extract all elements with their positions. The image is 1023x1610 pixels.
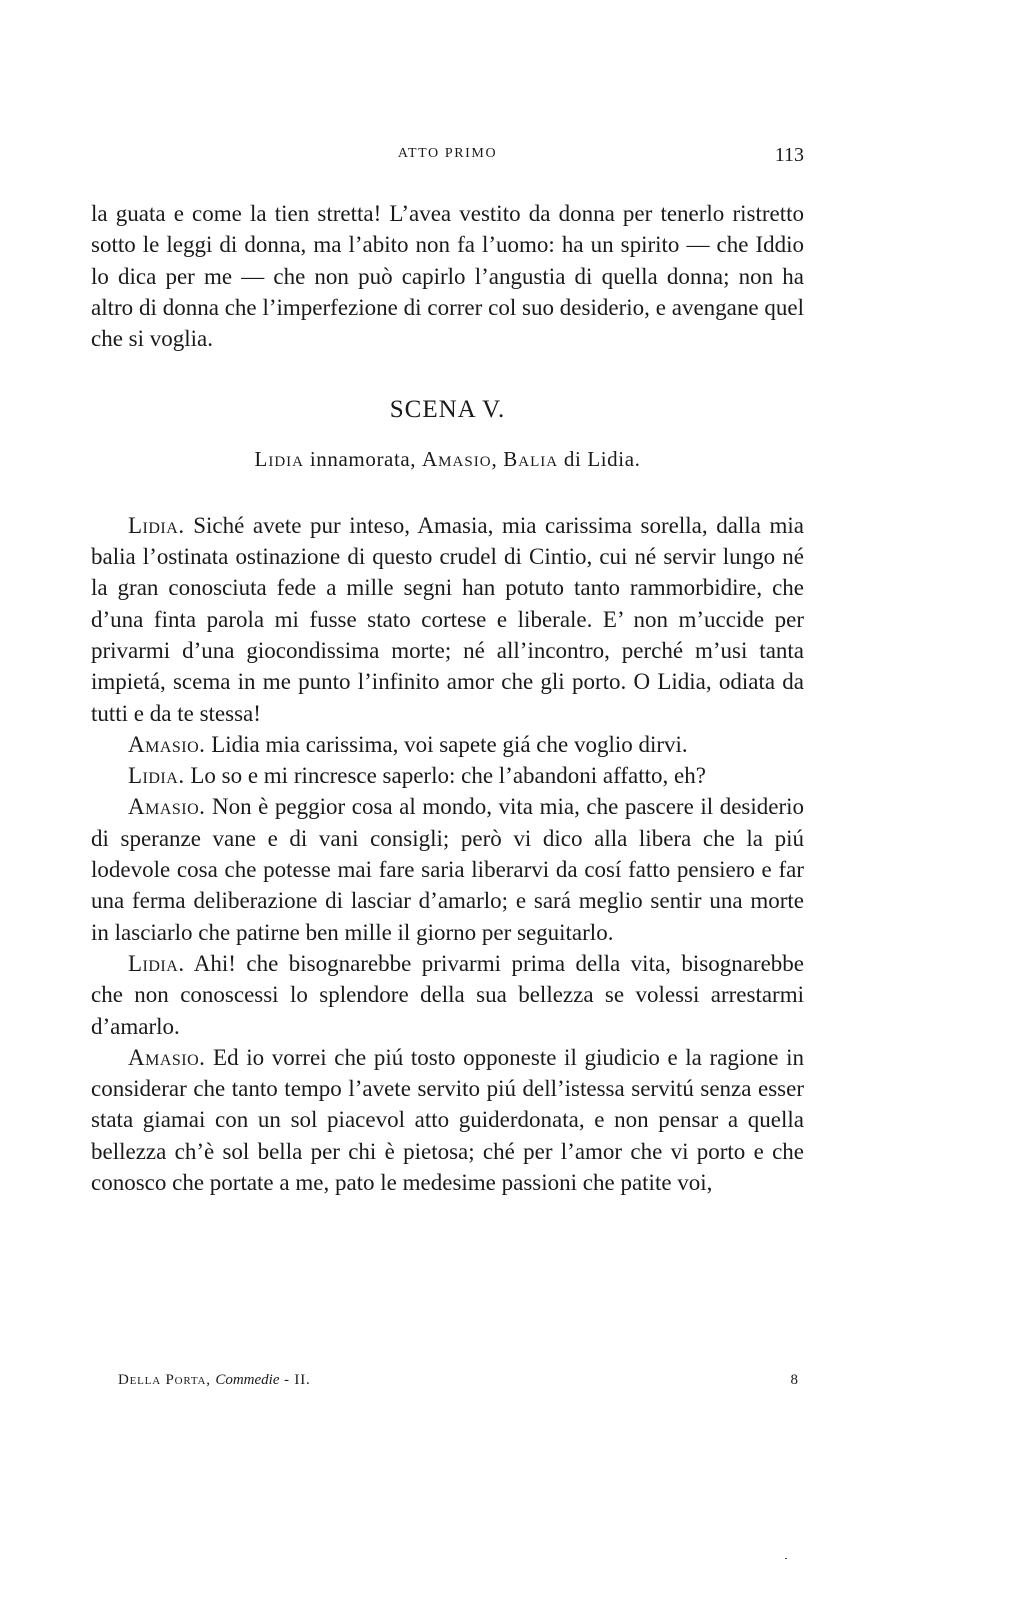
dialogue-line xyxy=(91,948,804,1042)
footer-volume: - II. xyxy=(279,1372,311,1388)
speech-text: Non è peggior cosa al mondo, vita mia, che pascere il desiderio di speranze vane e di vani consigli; però vi dico alla libera che la piú lodevole cosa che potesse mai fare saria liberarvi da cosí fatto pensiero e far una ferma deliberazione di lasciar d’amarlo; e sará meglio sentir una morte in lasciarlo che patirne ben mille il giorno per seguitarlo. xyxy=(91,794,804,945)
cast-name: Lidia xyxy=(254,447,304,472)
speaker-name: Lidia. xyxy=(128,763,185,789)
footer-author: Della Porta, xyxy=(118,1372,216,1388)
speaker-name: Amasio. xyxy=(128,1044,206,1070)
dialogue-line xyxy=(91,729,804,760)
opening-paragraph: la guata e come la tien stretta! L’avea vestito da donna per tenerlo ristretto sotto le leggi di donna, ma l’abito non fa l’uomo: ha un spirito — che Iddio lo dica per me — che non può capirlo l’angustia di quella donna; non ha altro di donna che l’imperfezione di correr col suo desiderio, e avengane quel che si voglia. xyxy=(91,201,804,352)
speaker-name: Lidia. xyxy=(128,512,185,538)
cast-name: Amasio xyxy=(422,447,492,472)
speech-text: Ed io vorrei che piú tosto opponeste il giudicio e la ragione in considerar che tanto tempo l’avete servito piú dell’istessa servitú senza esser stata giamai con un sol piacevol atto guiderdonata, e non pensar a quella bellezza ch’è sol bella per chi è pietosa; ché per l’amor che vi porto e che conosco che portate a me, pato le medesime passioni che patite voi, xyxy=(91,1044,804,1196)
cast-name: Balia xyxy=(503,447,559,472)
speech-text: Lo so e mi rincresce saperlo: che l’abandoni affatto, eh? xyxy=(184,763,706,789)
speech-text: Lidia mia carissima, voi sapete giá che voglio dirvi. xyxy=(205,731,688,757)
speech-text: Ahi! che bisognarebbe privarmi prima della vita, bisognarebbe che non conoscessi lo splendore della sua bellezza se volessi arrestarmi d’amarlo. xyxy=(91,950,804,1039)
cast-role: innamorata, xyxy=(304,447,423,472)
scene-title: SCENA V. xyxy=(389,396,506,424)
book-page xyxy=(91,140,804,1198)
running-header xyxy=(91,140,804,170)
speech-text: Siché avete pur inteso, Amasia, mia carissima sorella, dalla mia balia l’ostinata ostinazione di questo crudel di Cintio, cui né servir lungo né la gran conosciuta fede a mille segni han potuto tanto rammorbidire, che d’una finta parola mi fusse stato cortese e liberale. E’ non m’uccide per privarmi d’una giocondissima morte; né all’incontro, perché m’usi tanta impietá, scema in me punto l’infinito amor che gli porto. O Lidia, odiata da tutti e da te stessa! xyxy=(91,512,804,726)
footer-citation xyxy=(118,1372,311,1389)
footer-work-title: Commedie xyxy=(215,1372,280,1388)
page-number: 113 xyxy=(774,144,804,166)
dialogue-line xyxy=(91,510,804,729)
scene-cast-list xyxy=(91,444,804,475)
cast-role: , xyxy=(491,447,504,472)
body-text xyxy=(91,198,804,1198)
dialogue-line xyxy=(91,1042,804,1198)
speaker-name: Amasio. xyxy=(128,731,206,757)
speaker-name: Amasio. xyxy=(128,794,206,820)
running-title: ATTO PRIMO xyxy=(397,146,498,161)
cast-role: di Lidia. xyxy=(558,447,641,472)
scan-speck xyxy=(785,1558,787,1559)
dialogue-line xyxy=(91,760,804,791)
footer-signature-mark: 8 xyxy=(790,1372,798,1388)
dialogue-line xyxy=(91,791,804,947)
speaker-name: Lidia. xyxy=(128,950,185,976)
